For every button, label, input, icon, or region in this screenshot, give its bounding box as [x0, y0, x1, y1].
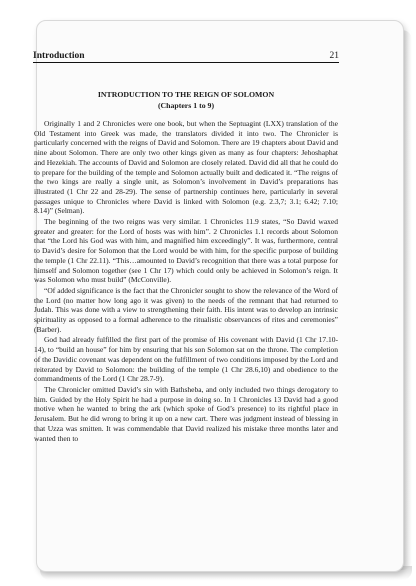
page-body [34, 89, 338, 444]
chapter-title: INTRODUCTION TO THE REIGN OF SOLOMON [97, 90, 275, 99]
paragraph: “Of added significance is the fact that the Chronicler sought to show the relevance of the Word of the Lord (no matter how long ago it was given) to the needs of the remnant that had returned to Judah. This was done with a view to strengthening their faith. His intent was to develop an intrinsic spirituality as opposed to a formal adherence to the ritualistic observances of rites and ceremonies” (Barber). [34, 285, 338, 334]
paragraph: The Chronicler omitted David’s sin with Bathsheba, and only included two things derogatory to him. Guided by the Holy Spirit he had a purpose in doing so. In 1 Chronicles 13 David had a good motive when he wanted to bring the ark (which spoke of God’s presence) to its rightful place in Jerusalem. But he did wrong to bring it up on a new cart. There was judgment instead of blessing in that Uzza was smitten. It was commendable that David realized his mistake three months later and wanted then to [34, 384, 338, 443]
section-title: Introduction [33, 51, 85, 61]
paragraph: The beginning of the two reigns was very similar. 1 Chronicles 11.9 states, “So David waxed greater and greater: for the Lord of hosts was with him”. 2 Chronicles 1.1 records about Solomon that “the Lord his God was with him, and magnified him exceedingly”. It was, furthermore, central to David’s desire for Solomon that the Lord would be with him, for the specific purpose of building the temple (1 Chr 22.11). “This…amounted to David’s recognition that there was a total purpose for himself and Solomon together (see 1 Chr 17) which could only be achieved in Solomon’s reign. It was Solomon who must build” (McConville). [34, 217, 338, 285]
paragraph: Originally 1 and 2 Chronicles were one book, but when the Septuagint (LXX) translation of the Old Testament into Greek was made, the translators divided it into two. The Chronicler is particularly concerned with the reigns of David and Solomon. There are 19 chapters about David and nine about Solomon. There are only two other kings given as many as four chapters: Jehoshaphat and Hezekiah. The accounts of David and Solomon are closely related. David did all that he could do to prepare for the building of the temple and Solomon actually built and dedicated it. “The reigns of the two kings are really a single unit, as Solomon’s involvement in David’s preparations has illustrated (1 Chr 22 and 28-29). The sense of partnership continues here, particularly in several passages unique to Chronicles where David is linked with Solomon (e.g. 2.3,7; 3.1; 6.42; 7.10; 8.14)” (Selman). [34, 119, 338, 216]
chapter-subtitle: (Chapters 1 to 9) [157, 101, 215, 110]
paragraph: God had already fulfilled the first part of the promise of His covenant with David (1 Chr 17.10-14), to “build an house” for him by ensuring that his son Solomon sat on the throne. The completion of the Davidic covenant was dependent on the fulfillment of two conditions imposed by the Lord and reiterated by David to Solomon: the building of the temple (1 Chr 28.6,10) and obedience to the commandments of the Lord (1 Chr 28.7-9). [34, 335, 338, 384]
running-header [33, 51, 339, 63]
page-number: 21 [329, 51, 339, 61]
